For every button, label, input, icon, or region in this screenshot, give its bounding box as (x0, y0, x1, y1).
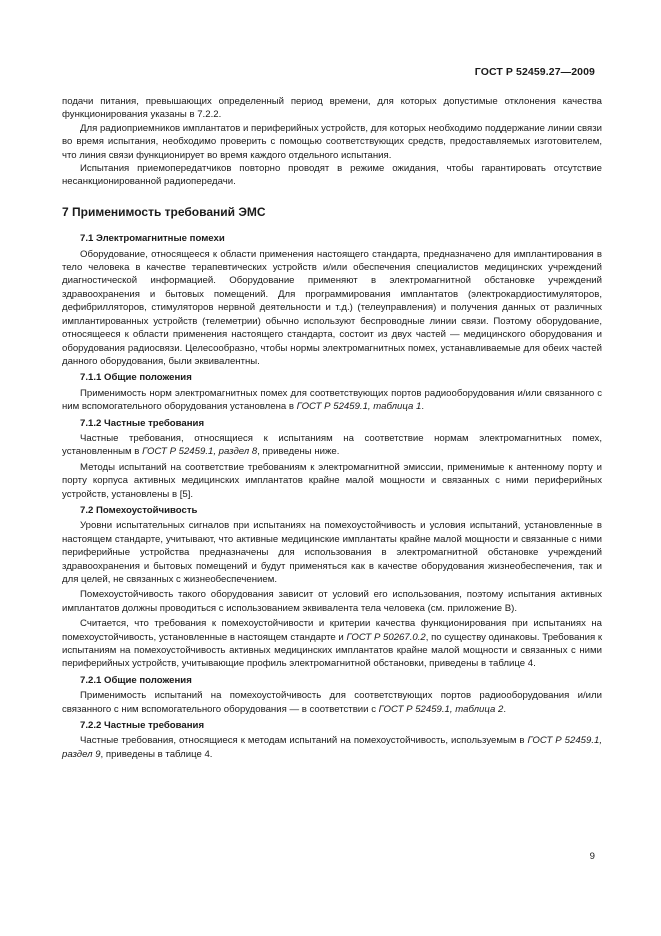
paragraph-7-2-c (62, 617, 602, 671)
subsection-7-2-1-heading: 7.2.1 Общие положения (80, 674, 192, 686)
section-7-heading: 7 Применимость требований ЭМС (62, 204, 266, 219)
paragraph-7-1-1-end: . (421, 401, 424, 413)
paragraph-7-1-2-a-text: Частные требования, относящиеся к испытаниям на соответствие нормам электромагнитных помех, установленным в (62, 432, 602, 458)
reference-gost-52459-1-table-2: ГОСТ Р 52459.1, таблица 2 (378, 703, 504, 715)
paragraph-7-2-b: Помехоустойчивость такого оборудования зависит от условий его использования, поэтому испытания активных имплантатов должны проводиться с использованием эквивалента тела человека (см. приложение В). (62, 589, 602, 614)
reference-gost-50267-0-2: ГОСТ Р 50267.0.2 (346, 631, 426, 643)
paragraph-7-2-c-end: , по существу одинаковы. Требования к испытаниям на помехоустойчивость активных медицинских имплантатов крайне малой мощности и связанных с ними периферийных устройств, учитывающие профиль электромагнитной обстановки, приведены в таблице 4. (62, 631, 603, 670)
reference-gost-52459-1-table-1: ГОСТ Р 52459.1, таблица 1 (296, 401, 422, 413)
subsection-7-2-heading: 7.2 Помехоустойчивость (80, 504, 198, 516)
page-body (62, 95, 602, 761)
paragraph-7-2-c-text: Считается, что требования к помехоустойчивости и критерии качества функционирования при испытаниях на помехоустойчивость, установленные в настоящем стандарте и (62, 618, 602, 643)
paragraph-7-2-1 (62, 689, 602, 716)
paragraph-7-1: Оборудование, относящееся к области применения настоящего стандарта, предназначено для имплантирования в тело человека в качестве терапевтических устройств и/или обеспечения специалистов медицинских учреждений диагностической информацией. Оборудование применяют в электромагнитной обстановке учреждений здравоохранения и бытовых помещений. Для программирования имплантатов (электрокардиостимуляторов, дефибрилляторов, стимуляторов нервной деятельности и т.д.) (телеуправления) и получения данных от различных имплантированных устройств (телеметрии) обычно используют беспроводные линии связи. Поэтому оборудование, относящееся к области применения настоящего стандарта, состоит из двух частей — медицинского оборудования и оборудования радиосвязи. Целесообразно, чтобы нормы электромагнитных помех, устанавливаемые для обеих частей данного оборудования, были эквивалентны. (62, 248, 602, 367)
reference-gost-52459-1-section-8: ГОСТ Р 52459.1, раздел 8 (142, 446, 258, 458)
reference-gost-52459-1-section-9: ГОСТ Р 52459.1, раздел 9 (62, 735, 603, 760)
paragraph-7-1-1-text: Применимость норм электромагнитных помех для соответствующих портов радиооборудования и/или связанного с ним вспомогательного оборудования установлена в (62, 387, 602, 413)
paragraph-7-2-2-text: Частные требования, относящиеся к методам испытаний на помехоустойчивость, используемым в (80, 735, 528, 747)
paragraph-7-2-2-end: , приведены в таблице 4. (100, 748, 213, 760)
paragraph-7-2-1-text: Применимость испытаний на помехоустойчивость для соответствующих портов радиооборудования и/или связанного с ним вспомогательного оборудования — в соответствии с (62, 690, 602, 715)
paragraph-7-1-2-a (62, 432, 602, 459)
standard-code-header: ГОСТ Р 52459.27—2009 (474, 66, 595, 78)
subsection-7-2-2-heading: 7.2.2 Частные требования (80, 720, 205, 732)
paragraph-7-2-a: Уровни испытательных сигналов при испытаниях на помехоустойчивость и условия испытаний, установленные в настоящем стандарте, учитывают, что активные медицинские имплантаты крайне малой мощности и связанные с ними периферийные устройства предназначены для использования в электромагнитной обстановке учреждений здравоохранения и бытовых помещений и будут применяться как в качестве оборудования жизнеобеспечения, так и для целей, не связанных с жизнеобеспечением. (62, 520, 602, 585)
paragraph-7-2-2 (62, 734, 602, 761)
paragraph-continuation: подачи питания, превышающих определенный период времени, для которых допустимые отклонения качества функционирования указаны в 7.2.2. (62, 96, 602, 121)
paragraph-radio-receivers: Для радиоприемников имплантатов и периферийных устройств, для которых необходимо поддержание линии связи во время испытания, необходимо проверить с помощью соответствующих средств, предоставляемых изготовителем, что линия связи функционирует во время каждого отдельного испытания. (62, 122, 602, 161)
paragraph-7-1-2-a-end: , приведены ниже. (257, 446, 340, 458)
paragraph-7-2-1-end: . (503, 703, 506, 715)
paragraph-7-1-1 (62, 387, 602, 414)
subsection-7-1-2-heading: 7.1.2 Частные требования (80, 417, 205, 429)
subsection-7-1-1-heading: 7.1.1 Общие положения (80, 372, 192, 384)
page-number: 9 (589, 851, 595, 862)
paragraph-7-1-2-b: Методы испытаний на соответствие требованиям к электромагнитной эмиссии, применимые к антенному порту и порту корпуса активных медицинских имплантатов крайне малой мощности и связанных с ними периферийных устройств, установлены в [5]. (62, 461, 602, 500)
paragraph-transceivers: Испытания приемопередатчиков повторно проводят в режиме ожидания, чтобы гарантировать отсутствие несанкционированной радиопередачи. (62, 163, 602, 188)
subsection-7-1-heading: 7.1 Электромагнитные помехи (80, 233, 225, 245)
